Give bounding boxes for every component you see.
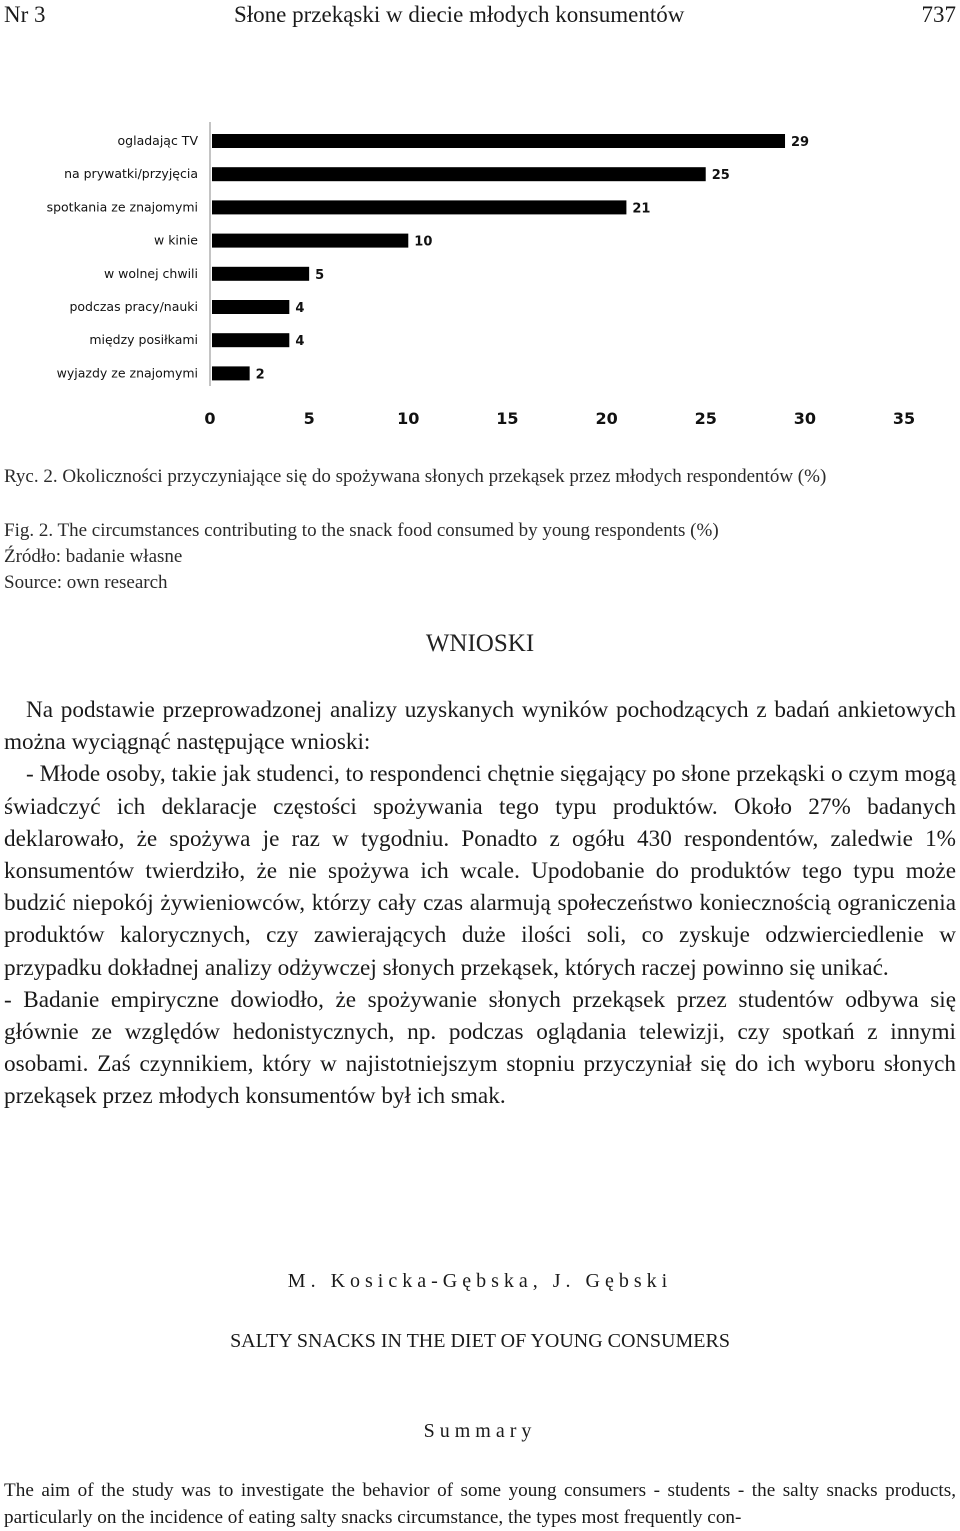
issue-number: Nr 3 — [4, 2, 46, 27]
figure-caption-en: Fig. 2. The circumstances contributing to the snack food consumed by young respondents (%) — [4, 520, 719, 541]
conclusions-text — [4, 694, 956, 1113]
summary-paragraph: The aim of the study was to investigate the behavior of some young consumers - students - the salty snacks products, particularly on the incidence of eating salty snacks circumstance, the types most frequently con- — [4, 1480, 956, 1528]
bar — [212, 167, 706, 181]
paragraph: Na podstawie przeprowadzonej analizy uzyskanych wyników pochodzących z badań ankietowych można wyciągnąć następujące wnioski: — [4, 697, 956, 756]
bar — [212, 267, 309, 281]
x-tick-label: 30 — [793, 409, 816, 428]
bar — [212, 333, 289, 347]
bar — [212, 234, 408, 248]
value-label: 29 — [791, 135, 810, 150]
value-label: 2 — [255, 367, 265, 383]
authors: M. Kosicka-Gębska, J. Gębski — [287, 1270, 673, 1292]
category-label: na prywatki/przyjęcia — [64, 166, 198, 182]
x-tick-label: 25 — [694, 409, 717, 428]
category-label: wyjazdy ze znajomymi — [56, 365, 198, 381]
value-label: 4 — [295, 301, 305, 316]
running-title: Słone przekąski w diecie młodych konsumentów — [234, 2, 685, 27]
value-label: 25 — [711, 168, 730, 184]
category-label: podczas pracy/nauki — [69, 299, 198, 314]
x-tick-label: 0 — [204, 409, 216, 428]
x-tick-label: 15 — [496, 409, 519, 428]
category-label: w wolnej chwili — [103, 265, 198, 281]
figure-caption-pl: Ryc. 2. Okoliczności przyczyniające się do spożywana słonych przekąsek przez młodych respondentów (%) — [4, 466, 827, 487]
summary-text — [4, 1477, 956, 1531]
bar — [212, 300, 289, 314]
source-pl: Źródło: badanie własne — [4, 546, 183, 567]
category-label: w kinie — [154, 232, 198, 248]
x-tick-label: 10 — [397, 409, 420, 428]
x-tick-label: 5 — [303, 409, 315, 428]
x-tick-label: 20 — [595, 409, 618, 428]
value-label: 10 — [414, 234, 433, 250]
value-label: 5 — [315, 267, 325, 283]
bar — [212, 134, 785, 148]
category-label: ogladając TV — [117, 133, 198, 148]
paragraph: - Badanie empiryczne dowiodło, że spożywanie słonych przekąsek przez studentów odbywa się głównie ze względów hedonistycznych, np. podczas oglądania telewizji, czy spotkań z innymi osobami. Zaś czynnikiem, który w najistotniejszym stopniu przyczyniał się do ich wyboru słonych przekąsek przez młodych konsumentów był ich smak. — [4, 986, 956, 1110]
value-label: 21 — [632, 201, 651, 217]
bar — [212, 366, 250, 380]
value-label: 4 — [295, 334, 305, 350]
category-label: między posiłkami — [89, 332, 198, 348]
paragraph: - Młode osoby, takie jak studenci, to respondenci chętnie sięgający po słone przekąski o czym mogą świadczyć ich deklaracje częstości spożywania tego typu produktów. Około 27% badanych deklarowało, że spożywa je raz w tygodniu. Ponadto z ogółu 430 respondentów, zaledwie 1% konsumentów twierdziło, że nie spożywa ich wcale. Upodobanie do produktów tego typu może budzić niepokój żywieniowców, którzy cały czas alarmują społeczeństwo koniecznością ograniczenia produktów kalorycznych, czy zawierających duże ilości soli, co zyskuje odzwierciedlenie w przypadku dokładnej analizy odżywczej słonych przekąsek, których raczej powinno się unikać. — [4, 761, 956, 981]
section-heading: WNIOSKI — [425, 630, 535, 657]
bar — [212, 200, 626, 214]
x-tick-label: 35 — [892, 409, 916, 428]
source-en: Source: own research — [4, 572, 168, 593]
summary-heading: Summary — [423, 1420, 537, 1442]
page-number: 737 — [921, 2, 956, 27]
running-header — [4, 2, 956, 30]
category-label: spotkania ze znajomymi — [46, 199, 198, 215]
bar-chart — [0, 118, 960, 438]
english-title: SALTY SNACKS IN THE DIET OF YOUNG CONSUMERS — [230, 1330, 730, 1352]
